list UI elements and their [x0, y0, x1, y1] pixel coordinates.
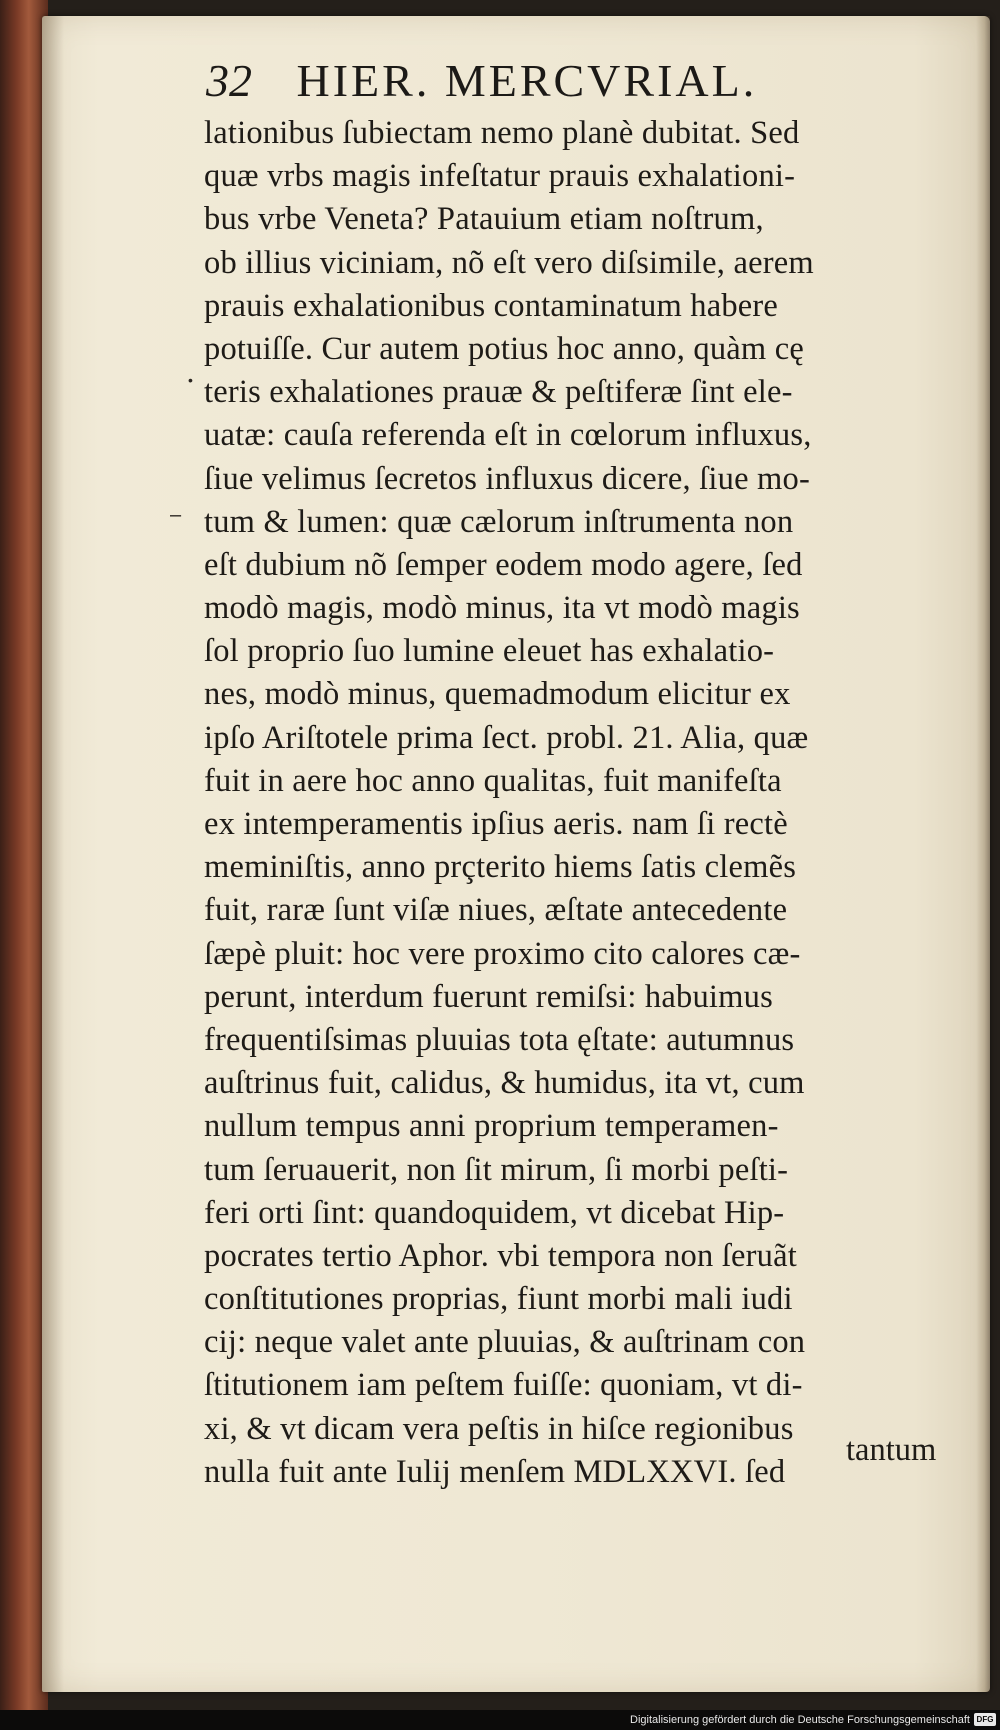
text-line: quæ vrbs magis infeſtatur prauis exhalationi-: [204, 158, 796, 195]
text-line: eſt dubium nõ ſemper eodem modo agere, ſed: [204, 546, 803, 583]
page-number: 32: [206, 55, 252, 106]
text-line: fuit in aere hoc anno qualitas, fuit manifeſta: [204, 762, 782, 799]
text-line: bus vrbe Veneta? Patauium etiam noſtrum,: [204, 201, 764, 238]
text-line: conſtitutiones proprias, fiunt morbi mali iudi: [204, 1281, 793, 1318]
text-line: potuiſſe. Cur autem potius hoc anno, quàm cę: [204, 330, 804, 367]
text-line: ſtitutionem iam peſtem fuiſſe: quoniam, vt di-: [204, 1367, 803, 1404]
binding-edge: [0, 0, 48, 1710]
text-line: prauis exhalationibus contaminatum habere: [204, 287, 779, 324]
text-line: uatæ: cauſa referenda eſt in cœlorum influxus,: [204, 417, 812, 454]
text-line: feri orti ſint: quandoquidem, vt dicebat Hip-: [204, 1194, 785, 1231]
text-line: tum ſeruauerit, non ſit mirum, ſi morbi peſti-: [204, 1151, 789, 1188]
text-line: modò magis, modò minus, ita vt modò magis: [204, 590, 800, 627]
text-line: ipſo Ariſtotele prima ſect. probl. 21. Alia, quæ: [204, 719, 809, 756]
text-line: nullum tempus anni proprium temperamen-: [204, 1108, 779, 1145]
text-line: auſtrinus fuit, calidus, & humidus, ita vt, cum: [204, 1065, 805, 1102]
margin-dot-mark: •: [188, 372, 193, 388]
dfg-logo: DFG: [974, 1713, 996, 1726]
catchword: tantum: [846, 1432, 937, 1468]
running-title: HIER. MERCVRIAL.: [296, 55, 758, 106]
text-line: perunt, interdum fuerunt remiſsi: habuimus: [204, 978, 773, 1015]
running-head: [206, 54, 926, 114]
page-gutter-shadow: [42, 16, 64, 1692]
margin-dash-mark: –: [170, 504, 182, 526]
digitization-credit: Digitalisierung gefördert durch die Deutsche Forschungsgemeinschaft: [630, 1714, 970, 1726]
text-line: pocrates tertio Aphor. vbi tempora non ſeruãt: [204, 1237, 797, 1274]
text-line: ſol proprio ſuo lumine eleuet has exhalatio-: [204, 633, 775, 670]
text-line: ex intemperamentis ipſius aeris. nam ſi rectè: [204, 806, 788, 842]
body-text: [204, 112, 938, 1494]
text-line: ſiue velimus ſecretos influxus dicere, ſiue mo-: [204, 460, 810, 497]
text-line: lationibus ſubiectam nemo planè dubitat. Sed: [204, 115, 800, 151]
text-line: frequentiſsimas pluuias tota ęſtate: autumnus: [204, 1021, 795, 1058]
text-line: fuit, raræ ſunt viſæ niues, æſtate antecedente: [204, 892, 788, 929]
page-fore-edge: [976, 16, 990, 1692]
text-line: teris exhalationes prauæ & peſtiferæ ſint ele-: [204, 374, 793, 411]
text-line: meminiſtis, anno prçterito hiems ſatis clemẽs: [204, 849, 797, 886]
text-line: xi, & vt dicam vera peſtis in hiſce regionibus: [204, 1410, 794, 1447]
text-line: cij: neque valet ante pluuias, & auſtrinam con: [204, 1324, 806, 1361]
text-line: nulla fuit ante Iulij menſem MDLXXVI. ſed: [204, 1453, 786, 1490]
text-line: ob illius viciniam, nõ eſt vero diſsimile, aerem: [204, 244, 814, 281]
text-line: nes, modò minus, quemadmodum elicitur ex: [204, 676, 791, 713]
text-line: tum & lumen: quæ cælorum inſtrumenta non: [204, 503, 794, 540]
text-line: ſæpè pluit: hoc vere proximo cito calores cæ-: [204, 935, 801, 972]
